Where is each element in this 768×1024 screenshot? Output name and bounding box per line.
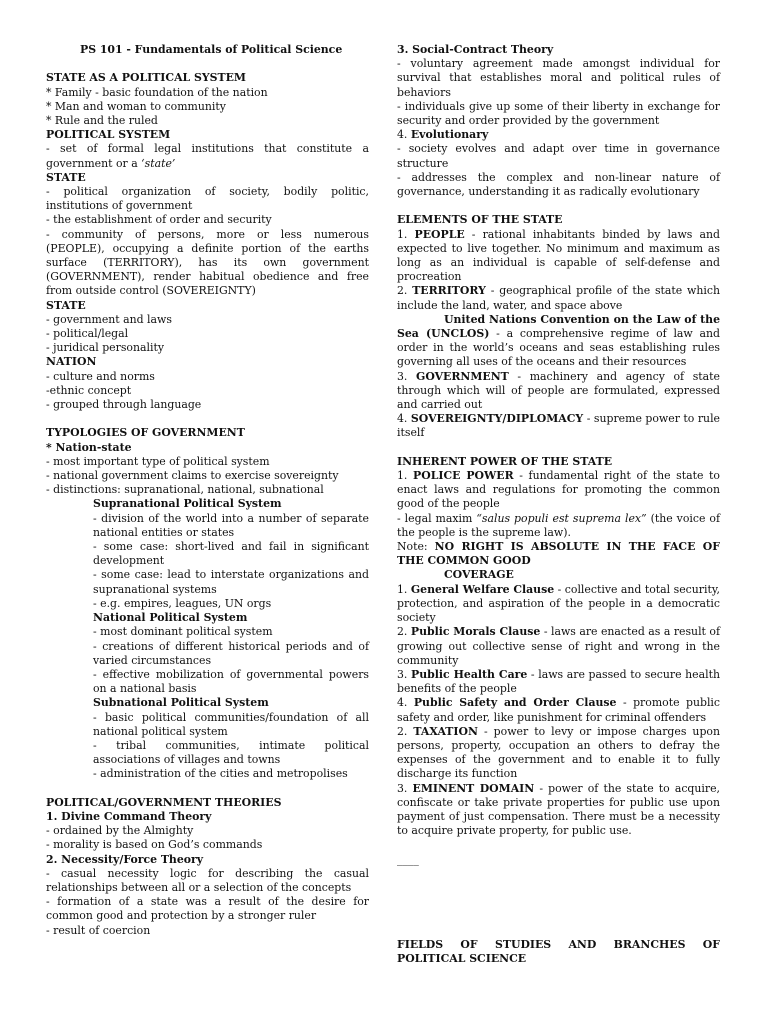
- list-item: - addresses the complex and non-linear nature of governance, understanding it as radically evolutionary: [397, 170, 720, 199]
- list-item: - division of the world into a number of separate national entities or states: [93, 511, 369, 539]
- list-item: - morality is based on God’s commands: [46, 838, 263, 852]
- list-item: - basic political communities/foundation of all national political system: [93, 710, 369, 738]
- list-item: - juridical personality: [46, 341, 164, 355]
- element-sovereignty: 4. SOVEREIGNTY/DIPLOMACY - supreme power to rule itself: [397, 412, 720, 440]
- list-item: - political organization of society, bodily politic, institutions of government: [46, 185, 369, 213]
- coverage-item: 1. General Welfare Clause - collective and total security, protection, and aspiration of the people in a democratic society: [397, 582, 720, 625]
- list-item: * Rule and the ruled: [46, 114, 158, 127]
- heading-elements: ELEMENTS OF THE STATE: [397, 213, 563, 227]
- heading-state-2: STATE: [46, 298, 86, 312]
- heading-theories: POLITICAL/GOVERNMENT THEORIES: [46, 795, 282, 809]
- heading-divine-command: 1. Divine Command Theory: [46, 809, 212, 823]
- list-item: - distinctions: supranational, national, subnational: [46, 483, 324, 497]
- list-item: * Man and woman to community: [46, 99, 226, 113]
- list-item: -ethnic concept: [46, 383, 132, 397]
- list-item: - result of coercion: [46, 923, 151, 937]
- heading-nation: NATION: [46, 355, 97, 369]
- heading-state: STATE: [46, 170, 86, 184]
- list-item: - formation of a state was a result of the desire for common good and protection by a stronger ruler: [46, 895, 369, 923]
- coverage-item: 2. Public Morals Clause - laws are enacted as a result of growing out collective sense of right and wrong in the community: [397, 625, 720, 667]
- heading-coverage: COVERAGE: [444, 568, 514, 582]
- list-item: - society evolves and adapt over time in governance structure: [397, 142, 720, 170]
- list-item: - grouped through language: [46, 398, 202, 412]
- list-item: - national government claims to exercise sovereignty: [46, 469, 339, 483]
- heading-supranational: Supranational Political System: [93, 497, 282, 511]
- heading-subnational: Subnational Political System: [93, 696, 269, 710]
- list-item: - government and laws: [46, 312, 172, 326]
- left-column: [46, 43, 369, 938]
- list-item: - creations of different historical periods and of varied circumstances: [93, 639, 369, 667]
- heading-nation-state: * Nation-state: [46, 440, 132, 454]
- list-item: - tribal communities, intimate political associations of villages and towns: [93, 738, 369, 767]
- power-taxation: 2. TAXATION - power to levy or impose charges upon persons, property, occupation an others to defray the expenses of the government and to enable it to fully discharge its function: [397, 724, 720, 781]
- list-item: * Family - basic foundation of the nation: [46, 85, 268, 99]
- heading-national: National Political System: [93, 611, 248, 625]
- legal-maxim: - legal maxim “salus populi est suprema lex” (the voice of the people is the supreme law).: [397, 511, 721, 539]
- list-item: - administration of the cities and metropolises: [93, 767, 348, 781]
- heading-evolutionary: 4. Evolutionary: [397, 128, 489, 142]
- heading-inherent-power: INHERENT POWER OF THE STATE: [397, 454, 613, 468]
- heading-typologies: TYPOLOGIES OF GOVERNMENT: [46, 426, 245, 440]
- list-item: - some case: lead to interstate organizations and supranational systems: [93, 568, 369, 596]
- coverage-item: 4. Public Safety and Order Clause - promote public safety and order, like punishment for criminal offenders: [397, 696, 721, 724]
- heading-fields-of-studies: FIELDS OF STUDIES AND BRANCHES OF POLITICAL SCIENCE: [397, 937, 720, 965]
- list-item: - casual necessity logic for describing the casual relationships between all or a selection of the concepts: [46, 866, 369, 894]
- list-item: - voluntary agreement made amongst individual for survival that establishes moral and political rules of behaviors: [397, 57, 720, 99]
- document-title: PS 101 - Fundamentals of Political Science: [80, 43, 343, 56]
- list-item: - most important type of political system: [46, 454, 270, 468]
- list-item: - e.g. empires, leagues, UN orgs: [93, 596, 272, 610]
- element-territory: 2. TERRITORY - geographical profile of the state which include the land, water, and space above: [397, 284, 720, 312]
- list-item: - the establishment of order and security: [46, 213, 272, 227]
- right-column: [397, 43, 720, 966]
- coverage-item: 3. Public Health Care - laws are passed to secure health benefits of the people: [397, 667, 720, 696]
- element-people: 1. PEOPLE - rational inhabitants binded by laws and expected to live together. No minimum and maximum as long as an individual is capable of self-defense and procreation: [397, 227, 721, 284]
- unclos-paragraph: United Nations Convention on the Law of the Sea (UNCLOS) - a comprehensive regime of law and order in the world’s oceans and seas establishing rules governing all uses of the oceans and their resources: [397, 312, 721, 369]
- heading-state-political-system: STATE AS A POLITICAL SYSTEM: [46, 71, 246, 85]
- list-item: - some case: short-lived and fail in significant development: [93, 540, 369, 568]
- note: Note: NO RIGHT IS ABSOLUTE IN THE FACE OF THE COMMON GOOD: [397, 540, 720, 568]
- list-item: - culture and norms: [46, 369, 155, 383]
- list-item: - ordained by the Almighty: [46, 824, 194, 838]
- list-item: - effective mobilization of governmental powers on a national basis: [93, 667, 369, 696]
- heading-social-contract: 3. Social-Contract Theory: [397, 43, 554, 56]
- political-system-definition: - set of formal legal institutions that constitute a government or a ‘state’: [46, 142, 369, 170]
- list-item: - individuals give up some of their liberty in exchange for security and order provided by the government: [397, 99, 720, 128]
- list-item: - community of persons, more or less numerous (PEOPLE), occupying a definite portion of the earths surface (TERRITORY), has its own government (GOVERNMENT), render habitual obedience and free from outside control (SOVEREIGNTY): [46, 227, 369, 298]
- list-item: - most dominant political system: [93, 625, 273, 639]
- element-government: 3. GOVERNMENT - machinery and agency of state through which will of people are formulated, expressed and carried out: [397, 369, 720, 412]
- heading-political-system: POLITICAL SYSTEM: [46, 128, 171, 142]
- power-police: 1. POLICE POWER - fundamental right of the state to enact laws and regulations for promoting the common good of the people: [397, 469, 720, 511]
- heading-force-theory: 2. Necessity/Force Theory: [46, 852, 204, 866]
- power-eminent-domain: 3. EMINENT DOMAIN - power of the state to acquire, confiscate or take private properties for public use upon payment of just compensation. There must be a necessity to acquire private property, for public use.: [397, 781, 720, 838]
- list-item: - political/legal: [46, 327, 129, 341]
- separator-rule: ____: [397, 852, 419, 866]
